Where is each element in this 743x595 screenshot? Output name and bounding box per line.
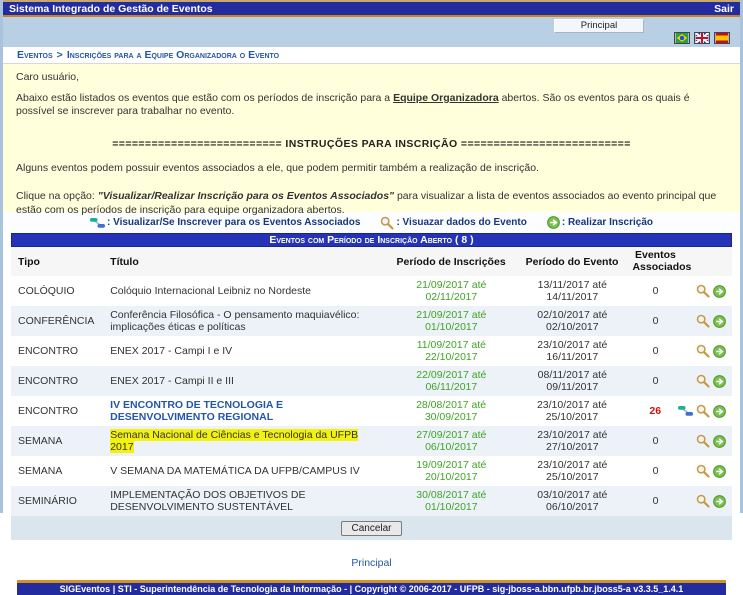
flag-spain-icon[interactable]	[714, 32, 730, 44]
cancel-band	[11, 516, 732, 540]
instructions-heading: ========================== INSTRUÇÕES PARA INSCRIÇÃO ==========================	[112, 137, 631, 150]
event-period: 08/11/2017 até 09/11/2017	[537, 369, 607, 394]
col-header-tipo: Tipo	[18, 255, 40, 268]
register-icon[interactable]	[713, 375, 726, 388]
legend-register: : Realizar Inscrição	[547, 216, 653, 229]
associated-events-count: 0	[652, 345, 659, 358]
register-icon[interactable]	[713, 435, 726, 448]
event-type: ENCONTRO	[18, 375, 79, 388]
associated-events-count: 0	[652, 435, 659, 448]
bottom-link-row	[3, 553, 740, 571]
associated-events-count: 0	[652, 465, 659, 478]
event-period: 03/10/2017 até 06/10/2017	[537, 489, 608, 514]
breadcrumb	[3, 47, 740, 64]
table-row	[11, 426, 732, 456]
intro-paragraph: Abaixo estão listados os eventos que estão com os períodos de inscrição para a Equipe Organizadora abertos. São os eventos para os quais é possível se inscrever para trabalhar no evento.	[16, 91, 690, 118]
magnifier-icon	[380, 216, 394, 230]
associated-events-count: 0	[652, 285, 659, 298]
registration-period: 21/09/2017 até 02/11/2017	[416, 279, 487, 304]
event-period: 23/10/2017 até 25/10/2017	[537, 459, 608, 484]
legend-view-event: : Visuazar dados do Evento	[380, 216, 526, 230]
registration-period: 28/08/2017 até 30/09/2017	[416, 399, 487, 424]
event-title: IV ENCONTRO DE TECNOLOGIA E DESENVOLVIMENTO REGIONAL	[110, 399, 284, 424]
table-header-row	[11, 247, 732, 276]
event-title: V SEMANA DA MATEMÁTICA DA UFPB/CAMPUS IV	[110, 465, 360, 478]
event-period: 23/10/2017 até 25/10/2017	[536, 399, 608, 424]
view-event-details-icon[interactable]	[696, 404, 710, 418]
instructions-line1: Alguns eventos podem possuir eventos associados a ele, que podem permitir também a realização de inscrição.	[16, 161, 539, 174]
equipe-organizadora-term: Equipe Organizadora	[393, 91, 499, 104]
event-type: SEMINÁRIO	[18, 495, 77, 508]
info-panel	[3, 64, 740, 216]
row-actions	[678, 434, 732, 448]
register-icon[interactable]	[713, 495, 726, 508]
app-title: Sistema Integrado de Gestão de Eventos	[9, 2, 213, 15]
registration-period: 30/08/2017 até 01/10/2017	[416, 489, 487, 514]
register-icon[interactable]	[713, 345, 726, 358]
registration-period: 27/09/2017 até 06/10/2017	[416, 429, 487, 454]
events-table-body	[11, 276, 732, 516]
col-header-associados: Eventos Associados	[632, 249, 692, 273]
view-event-details-icon[interactable]	[696, 464, 710, 478]
row-actions	[678, 284, 732, 298]
table-row	[11, 276, 732, 306]
principal-tab[interactable]: Principal	[554, 19, 644, 33]
event-period: 23/10/2017 até 27/10/2017	[537, 429, 608, 454]
view-event-details-icon[interactable]	[696, 494, 710, 508]
register-icon[interactable]	[713, 285, 726, 298]
associated-events-count: 0	[652, 315, 659, 328]
events-table	[11, 233, 732, 516]
registration-period: 19/09/2017 até 20/10/2017	[416, 459, 487, 484]
event-type: SEMANA	[18, 465, 63, 478]
associated-events-count: 26	[649, 405, 662, 418]
associated-events-count: 0	[652, 375, 659, 388]
event-period: 13/11/2017 até 14/11/2017	[537, 279, 607, 304]
register-icon[interactable]	[713, 315, 726, 328]
event-type: ENCONTRO	[18, 405, 79, 418]
legend-associated-events: : Visualizar/Se Inscrever para os Eventos Associados	[90, 217, 360, 229]
registration-period: 21/09/2017 até 01/10/2017	[416, 309, 487, 334]
greeting-text: Caro usuário,	[16, 71, 80, 83]
col-header-inscricoes: Período de Inscrições	[396, 255, 506, 268]
instructions-line2: Clique na opção: "Visualizar/Realizar Inscrição para os Eventos Associados" para visualizar a lista de eventos associados ao evento principal que estão com os períodos de inscrição para equipe organizadora abertos.	[16, 190, 717, 216]
table-row	[11, 486, 732, 516]
event-type: ENCONTRO	[18, 345, 79, 358]
view-event-details-icon[interactable]	[696, 284, 710, 298]
event-type: CONFERÊNCIA	[18, 315, 95, 328]
table-row	[11, 396, 732, 426]
register-icon[interactable]	[713, 465, 726, 478]
col-header-titulo: Título	[110, 255, 139, 268]
view-event-details-icon[interactable]	[696, 344, 710, 358]
col-header-evento: Período do Evento	[525, 255, 619, 268]
event-title: Colóquio Internacional Leibniz no Nordeste	[110, 285, 312, 298]
event-title: ENEX 2017 - Campi II e III	[110, 375, 234, 388]
row-actions	[678, 404, 732, 418]
view-event-details-icon[interactable]	[696, 374, 710, 388]
logout-link[interactable]: Sair	[714, 2, 734, 15]
principal-link[interactable]: Principal	[351, 557, 392, 570]
row-actions	[678, 374, 732, 388]
table-row	[11, 336, 732, 366]
view-associated-events-icon[interactable]	[678, 405, 693, 417]
breadcrumb-root: Eventos	[17, 49, 53, 61]
view-event-details-icon[interactable]	[696, 314, 710, 328]
nav-bar	[3, 17, 740, 47]
footer-bar: SIGEventos | STI - Superintendência de Tecnologia da Informação - | Copyright © 2006-2017 - UFPB - sig-jboss-a.bbn.ufpb.br.jboss5-a v3.3.5_1.4.1	[17, 580, 726, 595]
event-title: IMPLEMENTAÇÃO DOS OBJETIVOS DE DESENVOLVIMENTO SUSTENTÁVEL	[110, 489, 306, 514]
breadcrumb-current: Inscrições para a Equipe Organizadora o Evento	[66, 49, 280, 61]
event-type: COLÓQUIO	[18, 285, 75, 298]
row-actions	[678, 464, 732, 478]
event-title: ENEX 2017 - Campi I e IV	[110, 345, 233, 358]
flag-uk-icon[interactable]	[694, 32, 710, 44]
table-title: Eventos com Período de Inscrição Aberto ( 8 )	[11, 233, 732, 247]
event-type: SEMANA	[18, 435, 63, 448]
language-flags	[674, 32, 730, 44]
table-row	[11, 366, 732, 396]
event-title: Semana Nacional de Ciências e Tecnologia da UFPB 2017	[110, 429, 359, 454]
breadcrumb-separator: >	[56, 49, 63, 61]
register-arrow-icon	[547, 216, 560, 229]
event-title: Conferência Filosófica - O pensamento maquiavélico: implicações éticas e políticas	[110, 309, 360, 334]
register-icon[interactable]	[713, 405, 726, 418]
table-row	[11, 306, 732, 336]
row-actions	[678, 314, 732, 328]
associated-events-icon	[90, 217, 105, 229]
registration-period: 11/09/2017 até 22/10/2017	[416, 339, 486, 364]
row-actions	[678, 494, 732, 508]
top-bar	[3, 0, 740, 17]
associated-events-count: 0	[652, 495, 659, 508]
row-actions	[678, 344, 732, 358]
cancel-button[interactable]: Cancelar	[341, 521, 401, 536]
table-row	[11, 456, 732, 486]
registration-period: 22/09/2017 até 06/11/2017	[416, 369, 487, 394]
event-period: 02/10/2017 até 02/10/2017	[537, 309, 608, 334]
event-period: 23/10/2017 até 16/11/2017	[537, 339, 608, 364]
option-quote: "Visualizar/Realizar Inscrição para os Eventos Associados"	[97, 190, 395, 203]
view-event-details-icon[interactable]	[696, 434, 710, 448]
flag-brazil-icon[interactable]	[674, 32, 690, 44]
